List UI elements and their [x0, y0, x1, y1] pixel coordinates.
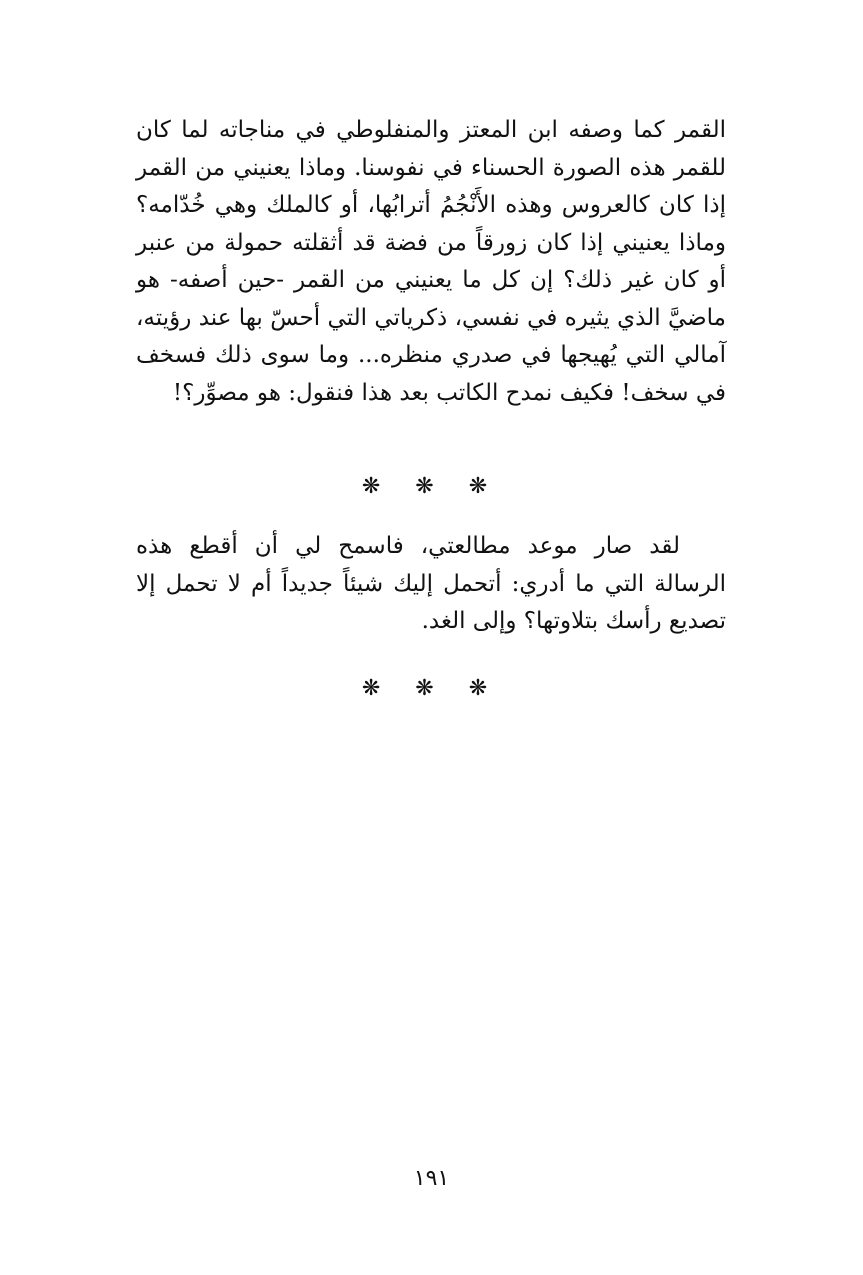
body-paragraph: لقد صار موعد مطالعتي، فاسمح لي أن أقطع هذه الرسالة التي ما أدري: أتحمل إليك شيئاً جديداً أم لا تحمل إلا تصديع رأسك بتلاوتها؟ وإلى الغد.: [136, 533, 726, 634]
body-paragraph: القمر كما وصفه ابن المعتز والمنفلوطي في مناجاته لما كان للقمر هذه الصورة الحسناء في نفوسنا. وماذا يعنيني من القمر إذا كان كالعروس وهذه الأَنْجُمُ أترابُها، أو كالملك وهي خُدّامه؟ وماذا يعنيني إذا كان زورقاً من فضة قد أثقلته حمولة من عنبر أو كان غير ذلك؟ إن كل ما يعنيني من القمر -حين أصفه- هو ماضيَّ الذي يثيره في نفسي، ذكرياتي التي أحسّ بها عند رؤيته، آمالي التي يُهيجها في صدري منظره... وما سوى ذلك فسخف في سخف! فكيف نمدح الكاتب بعد هذا فنقول: هو مصوِّر؟!: [136, 117, 726, 406]
section-separator: ❋ ❋ ❋: [361, 676, 502, 701]
section-separator: ❋ ❋ ❋: [361, 474, 502, 499]
page-number: ١٩١: [413, 1166, 450, 1191]
